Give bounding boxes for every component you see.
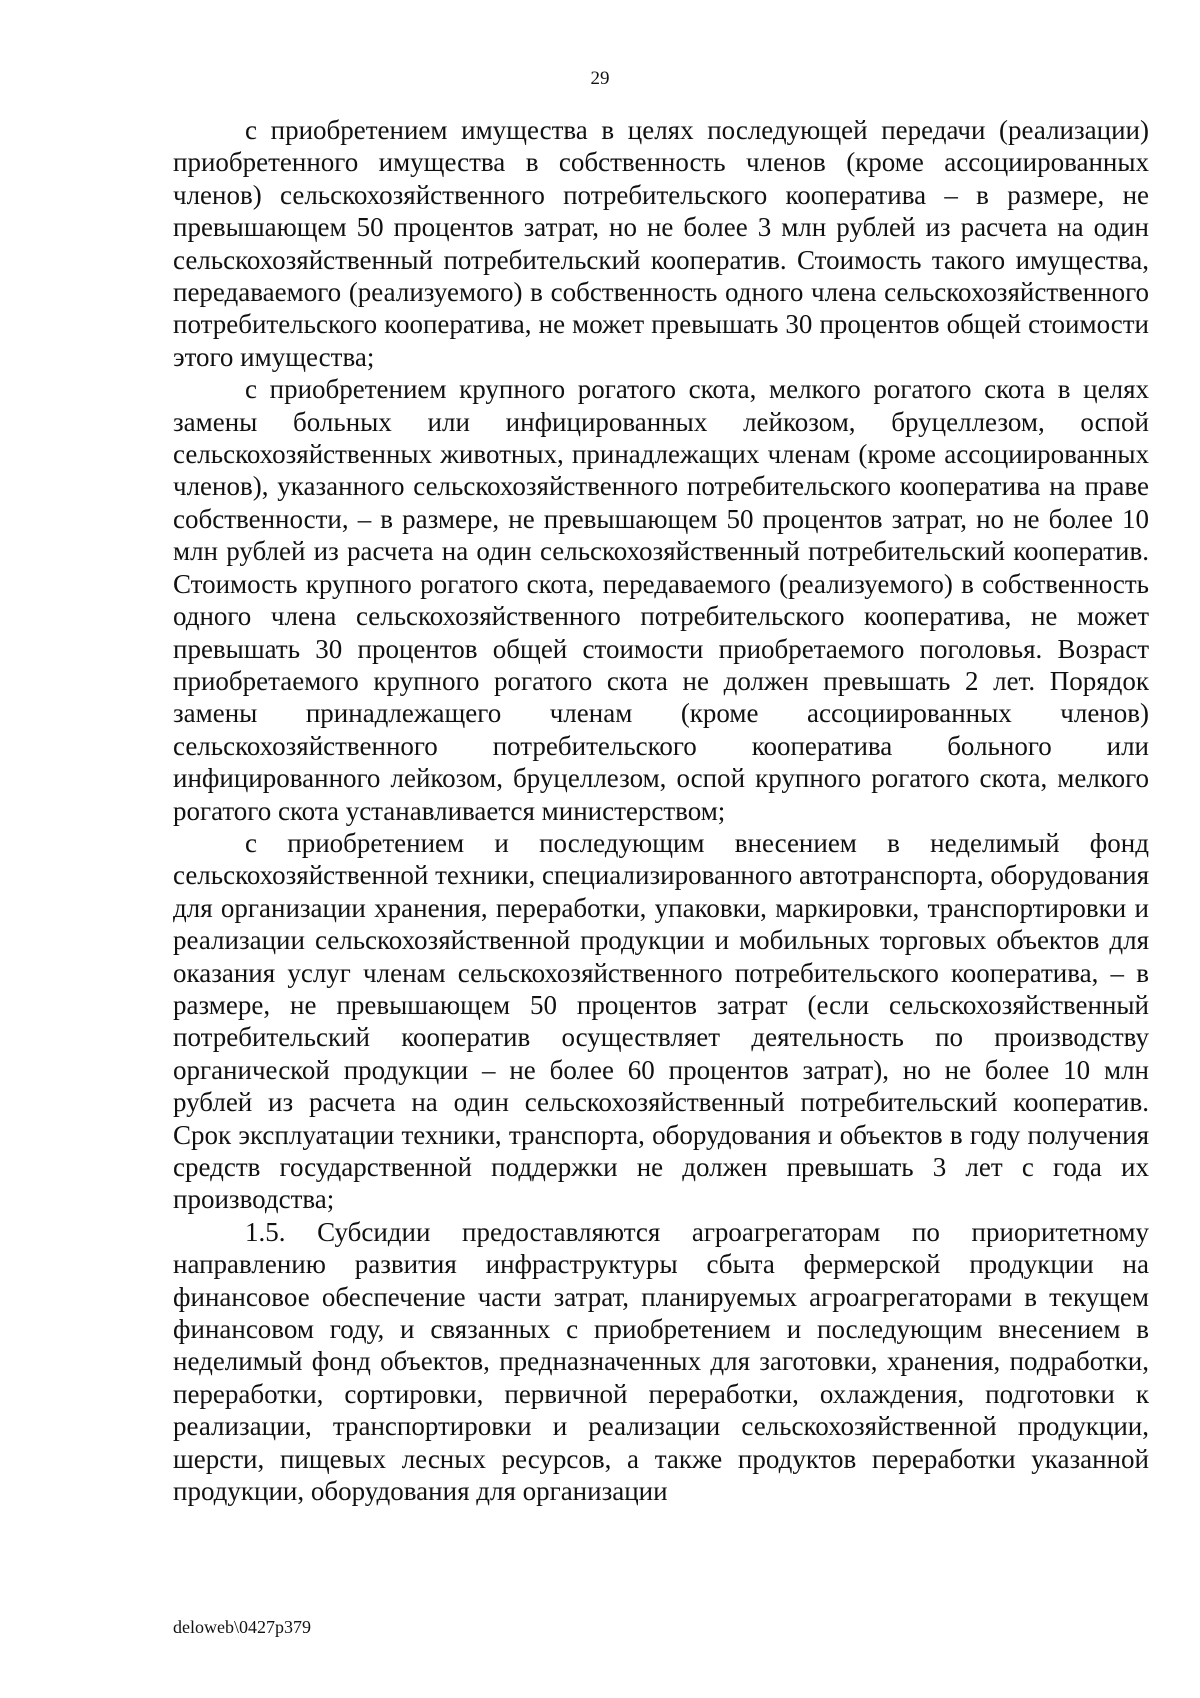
paragraph-section-1-5: 1.5. Субсидии предоставляются агроагрегаторам по приоритетному направлению развития инфраструктуры сбыта фермерской продукции на финансовое обеспечение части затрат, планируемых агроагрегаторами в текущем финансовом году, и связанных с приобретением и последующим внесением в неделимый фонд объектов, предназначенных для заготовки, хранения, подработки, переработки, сортировки, первичной переработки, охлаждения, подготовки к реализации, транспортировки и реализации сельскохозяйственной продукции, шерсти, пищевых лесных ресурсов, а также продуктов переработки указанной продукции, оборудования для организации <box>173 1216 1149 1507</box>
document-body <box>173 114 1149 1507</box>
paragraph-equipment-purchase: с приобретением и последующим внесением в неделимый фонд сельскохозяйственной техники, специализированного автотранспорта, оборудования для организации хранения, переработки, упаковки, маркировки, транспортировки и реализации сельскохозяйственной продукции и мобильных торговых объектов для оказания услуг членам сельскохозяйственного потребительского кооператива, – в размере, не превышающем 50 процентов затрат (если сельскохозяйственный потребительский кооператив осуществляет деятельность по производству органической продукции – не более 60 процентов затрат), но не более 10 млн рублей из расчета на один сельскохозяйственный потребительский кооператив. Срок эксплуатации техники, транспорта, оборудования и объектов в году получения средств государственной поддержки не должен превышать 3 лет с года их производства; <box>173 827 1150 1215</box>
paragraph-livestock-replacement: с приобретением крупного рогатого скота, мелкого рогатого скота в целях замены больных или инфицированных лейкозом, бруцеллезом, оспой сельскохозяйственных животных, принадлежащих членам (кроме ассоциированных членов), указанного сельскохозяйственного потребительского кооператива на праве собственности, – в размере, не превышающем 50 процентов затрат, но не более 10 млн рублей из расчета на один сельскохозяйственный потребительский кооператив. Стоимость крупного рогатого скота, передаваемого (реализуемого) в собственность одного члена сельскохозяйственного потребительского кооператива, не может превышать 30 процентов общей стоимости приобретаемого поголовья. Возраст приобретаемого крупного рогатого скота не должен превышать 2 лет. Порядок замены принадлежащего членам (кроме ассоциированных членов) сельскохозяйственного потребительского кооператива больного или инфицированного лейкозом, бруцеллезом, оспой крупного рогатого скота, мелкого рогатого скота устанавливается министерством; <box>173 374 1149 826</box>
page-number: 29 <box>590 68 610 89</box>
paragraph-property-transfer: с приобретением имущества в целях последующей передачи (реализации) приобретенного имущества в собственность членов (кроме ассоциированных членов) сельскохозяйственного потребительского кооператива – в размере, не превышающем 50 процентов затрат, но не более 3 млн рублей из расчета на один сельскохозяйственный потребительский кооператив. Стоимость такого имущества, передаваемого (реализуемого) в собственность одного члена сельскохозяйственного потребительского кооператива, не может превышать 30 процентов общей стоимости этого имущества; <box>173 115 1149 372</box>
footer-document-reference: deloweb\0427p379 <box>173 1617 311 1637</box>
